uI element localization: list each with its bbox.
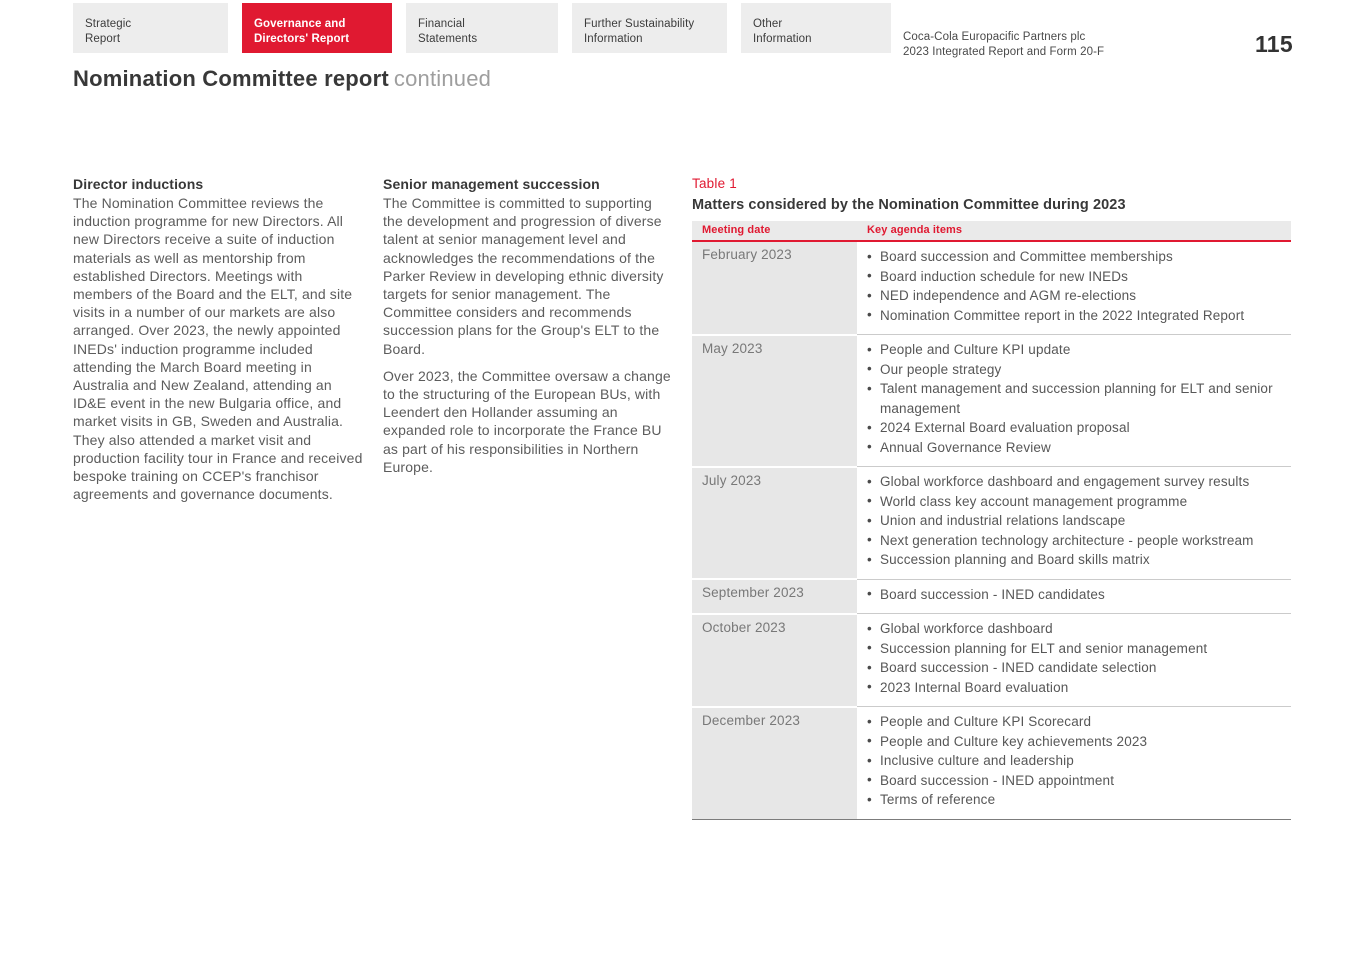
agenda-item: • World class key account management programme — [865, 492, 1287, 512]
meeting-date-cell: July 2023 — [692, 467, 857, 580]
agenda-items-cell — [857, 579, 1291, 614]
page-title-suffix: continued — [393, 66, 492, 91]
tab-financial-statements[interactable] — [406, 3, 558, 53]
table-row — [692, 707, 1291, 820]
body-paragraph: The Nomination Committee reviews the induction programme for new Directors. All new Directors receive a suite of induction materials as well as mentorship from established Directors. Meetings with members of the Board and the ELT, and site visits in a number of our markets are also arranged. Over 2023, the newly appointed INEDs' induction programme included attending the March Board meeting in Australia and New Zealand, attending an ID&E event in the new Bulgaria office, and market visits in GB, Sweden and Australia. They also attended a market visit and production facility tour in France and received bespoke training on CCEP's franchisor agreements and governance documents. — [73, 195, 363, 503]
meeting-date-cell: February 2023 — [692, 241, 857, 335]
agenda-item: • Nomination Committee report in the 2022 Integrated Report — [865, 306, 1287, 326]
section-heading: Director inductions — [73, 176, 204, 192]
agenda-item: • Succession planning and Board skills matrix — [865, 550, 1287, 570]
agenda-item: • Annual Governance Review — [865, 438, 1287, 458]
agenda-item: • Union and industrial relations landscape — [865, 511, 1287, 531]
tab-other-information[interactable] — [741, 3, 891, 53]
section-table-1 — [692, 176, 1291, 820]
page-title — [73, 66, 491, 92]
body-paragraph: Over 2023, the Committee oversaw a change to the structuring of the European BUs, with Leendert den Hollander assuming an expanded role to incorporate the France BU as part of his responsibilities in Northern Europe. — [383, 367, 671, 475]
table-row — [692, 467, 1291, 580]
table-row — [692, 579, 1291, 614]
tab-label: Further Sustainability Information — [584, 18, 695, 45]
table-title: Matters considered by the Nomination Committee during 2023 — [692, 197, 1126, 213]
matters-table — [692, 221, 1291, 820]
agenda-items-cell — [857, 335, 1291, 467]
agenda-items-cell — [857, 467, 1291, 580]
agenda-item: • Board succession - INED candidate selection — [865, 658, 1287, 678]
section-director-inductions — [73, 176, 365, 512]
meeting-date-cell: May 2023 — [692, 335, 857, 467]
page-number: 115 — [1254, 31, 1293, 57]
agenda-item: • 2023 Internal Board evaluation — [865, 678, 1287, 698]
table-row — [692, 241, 1291, 335]
agenda-items-cell — [857, 707, 1291, 820]
brand-report-name: 2023 Integrated Report and Form 20-F — [903, 46, 1105, 58]
agenda-item: • Inclusive culture and leadership — [865, 751, 1287, 771]
tab-label: Strategic Report — [85, 18, 132, 45]
table-row — [692, 614, 1291, 707]
table-header-row — [692, 221, 1291, 241]
page-title-main: Nomination Committee report — [73, 66, 389, 91]
tab-strategic-report[interactable] — [73, 3, 228, 53]
section-senior-management-succession — [383, 176, 673, 485]
agenda-item: • Board induction schedule for new INEDs — [865, 267, 1287, 287]
agenda-item: • Board succession - INED candidates — [865, 585, 1287, 605]
column-header-key-agenda-items: Key agenda items — [857, 221, 1291, 241]
agenda-item: • Board succession and Committee memberships — [865, 247, 1287, 267]
agenda-item: • Our people strategy — [865, 360, 1287, 380]
meeting-date-cell: December 2023 — [692, 707, 857, 820]
agenda-item: • Global workforce dashboard and engagement survey results — [865, 472, 1287, 492]
tab-label: Financial Statements — [418, 18, 478, 45]
table-row — [692, 335, 1291, 467]
tab-label: Other Information — [753, 18, 812, 45]
agenda-item: • 2024 External Board evaluation proposal — [865, 418, 1287, 438]
section-heading: Senior management succession — [383, 176, 600, 192]
body-paragraph: The Committee is committed to supporting the development and progression of diverse talent at senior management level and acknowledges the recommendations of the Parker Review in developing ethnic diversity targets for senior management. The Committee considers and recommends succession plans for the Group's ELT to the Board. — [383, 195, 664, 357]
brand-company: Coca-Cola Europacific Partners plc — [903, 31, 1086, 43]
agenda-item: • Terms of reference — [865, 790, 1287, 810]
meeting-date-cell: September 2023 — [692, 579, 857, 614]
agenda-item: • Talent management and succession planning for ELT and senior management — [865, 379, 1287, 418]
agenda-item: • Succession planning for ELT and senior management — [865, 639, 1287, 659]
column-header-meeting-date: Meeting date — [692, 221, 857, 241]
agenda-item: • Board succession - INED appointment — [865, 771, 1287, 791]
section-tab-bar — [73, 3, 891, 53]
tab-further-sustainability-information[interactable] — [572, 3, 727, 53]
agenda-item: • People and Culture KPI update — [865, 340, 1287, 360]
agenda-item: • NED independence and AGM re-elections — [865, 286, 1287, 306]
table-label: Table 1 — [692, 176, 737, 191]
tab-label: Governance and Directors' Report — [254, 18, 350, 45]
agenda-item: • People and Culture KPI Scorecard — [865, 712, 1287, 732]
agenda-item: • Global workforce dashboard — [865, 619, 1287, 639]
agenda-items-cell — [857, 241, 1291, 335]
report-brand-line — [903, 30, 1104, 60]
agenda-item: • People and Culture key achievements 2023 — [865, 732, 1287, 752]
agenda-item: • Next generation technology architecture - people workstream — [865, 531, 1287, 551]
meeting-date-cell: October 2023 — [692, 614, 857, 707]
agenda-items-cell — [857, 614, 1291, 707]
tab-governance-directors-report[interactable] — [242, 3, 392, 53]
